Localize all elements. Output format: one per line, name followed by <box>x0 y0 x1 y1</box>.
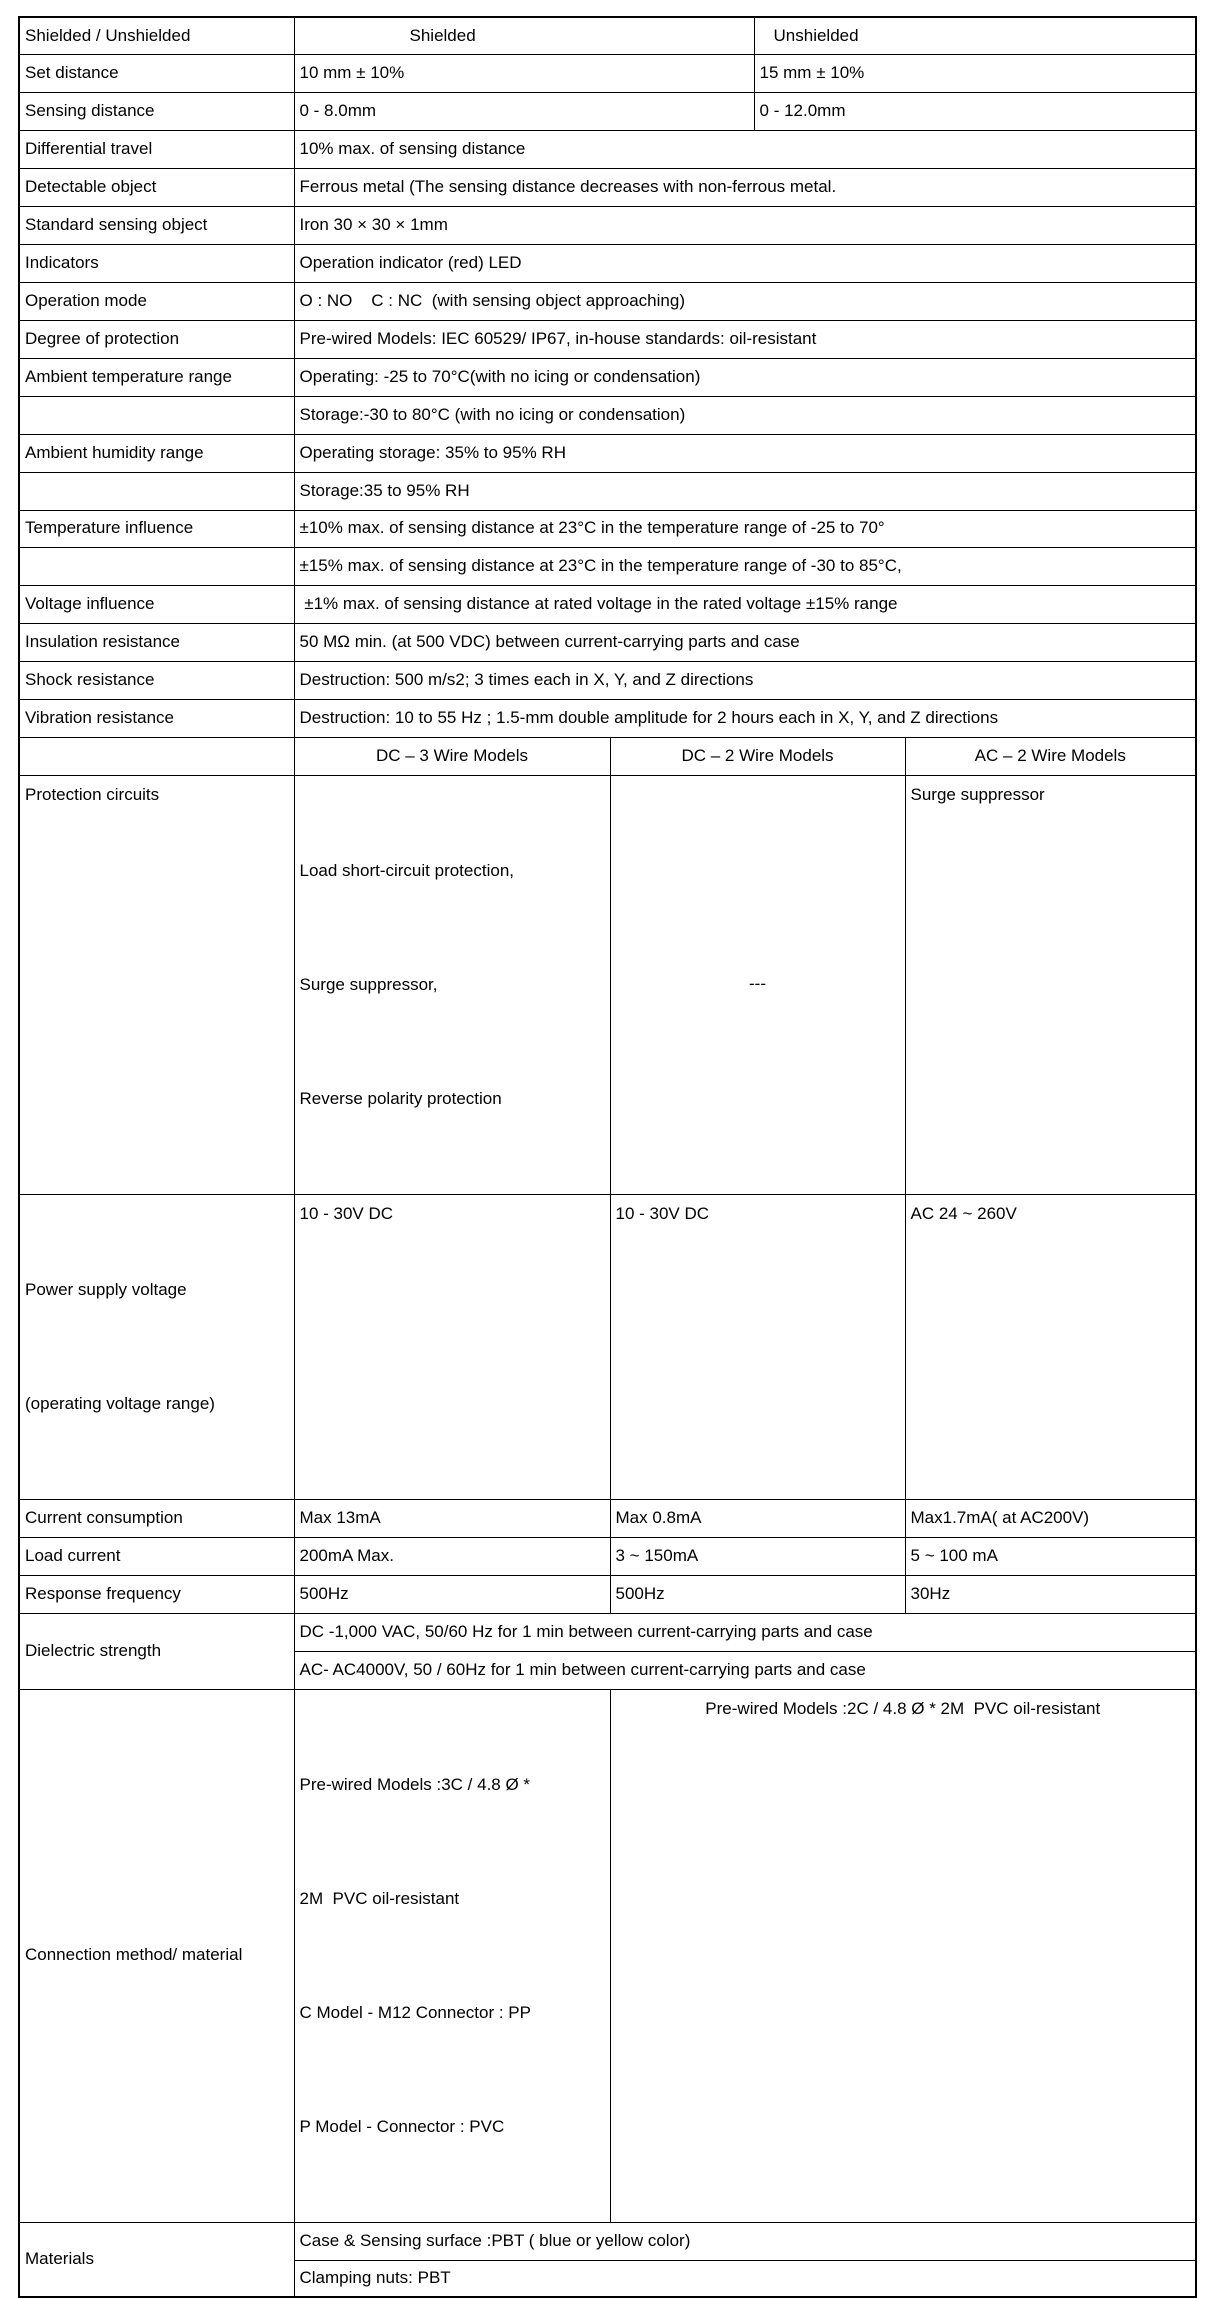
temperature-influence-value-1: ±10% max. of sensing distance at 23°C in the temperature range of -25 to 70° <box>294 510 1196 547</box>
insulation-resistance-value: 50 MΩ min. (at 500 VDC) between current-carrying parts and case <box>294 623 1196 661</box>
dc3-wire-column-header: DC – 3 Wire Models <box>294 737 610 775</box>
row-operation-mode <box>19 282 1196 320</box>
sensing-distance-shielded-value: 0 - 8.0mm <box>294 92 754 130</box>
empty-cell <box>19 737 294 775</box>
response-frequency-dc2-value: 500Hz <box>610 1575 905 1613</box>
row-temperature-influence-2 <box>19 547 1196 585</box>
ambient-temperature-label: Ambient temperature range <box>19 358 294 396</box>
row-shock-resistance <box>19 661 1196 699</box>
row-degree-of-protection <box>19 320 1196 358</box>
ambient-humidity-storage-value: Storage:35 to 95% RH <box>294 472 1196 510</box>
power-supply-label-line: Power supply voltage <box>25 1279 187 1299</box>
temperature-influence-label: Temperature influence <box>19 510 294 547</box>
empty-cell <box>19 547 294 585</box>
empty-cell <box>19 396 294 434</box>
vibration-resistance-label: Vibration resistance <box>19 699 294 737</box>
current-consumption-label: Current consumption <box>19 1499 294 1537</box>
detectable-object-label: Detectable object <box>19 168 294 206</box>
connection-line: 2M PVC oil-resistant <box>299 1888 460 1908</box>
row-ambient-humidity-operating <box>19 434 1196 472</box>
load-current-label: Load current <box>19 1537 294 1575</box>
row-ambient-temperature-operating <box>19 358 1196 396</box>
spec-table <box>18 16 1197 2298</box>
materials-case-value: Case & Sensing surface :PBT ( blue or yellow color) <box>294 2222 1196 2260</box>
power-supply-dc2-value: 10 - 30V DC <box>610 1194 905 1499</box>
vibration-resistance-value: Destruction: 10 to 55 Hz ; 1.5-mm double amplitude for 2 hours each in X, Y, and Z directions <box>294 699 1196 737</box>
sensing-distance-label: Sensing distance <box>19 92 294 130</box>
differential-travel-label: Differential travel <box>19 130 294 168</box>
power-supply-ac2-value: AC 24 ~ 260V <box>905 1194 1196 1499</box>
indicators-label: Indicators <box>19 244 294 282</box>
ambient-humidity-label: Ambient humidity range <box>19 434 294 472</box>
row-insulation-resistance <box>19 623 1196 661</box>
load-current-dc3-value: 200mA Max. <box>294 1537 610 1575</box>
protection-line: Reverse polarity protection <box>299 1088 502 1108</box>
row-protection-circuits <box>19 775 1196 1194</box>
response-frequency-dc3-value: 500Hz <box>294 1575 610 1613</box>
row-wire-models-header <box>19 737 1196 775</box>
load-current-dc2-value: 3 ~ 150mA <box>610 1537 905 1575</box>
set-distance-unshielded-value: 15 mm ± 10% <box>754 54 1196 92</box>
row-temperature-influence-1 <box>19 510 1196 547</box>
set-distance-label: Set distance <box>19 54 294 92</box>
protection-circuits-ac2-value: Surge suppressor <box>905 775 1196 1194</box>
protection-circuits-dc3-value <box>294 775 610 1194</box>
row-set-distance <box>19 54 1196 92</box>
row-indicators <box>19 244 1196 282</box>
protection-circuits-label: Protection circuits <box>19 775 294 1194</box>
power-supply-label-line: (operating voltage range) <box>25 1393 215 1413</box>
ambient-temperature-operating-value: Operating: -25 to 70°C(with no icing or condensation) <box>294 358 1196 396</box>
shielded-column-header: Shielded <box>294 17 754 54</box>
current-consumption-dc2-value: Max 0.8mA <box>610 1499 905 1537</box>
empty-cell <box>19 472 294 510</box>
row-shield-header <box>19 17 1196 54</box>
row-voltage-influence <box>19 585 1196 623</box>
dielectric-strength-dc-value: DC -1,000 VAC, 50/60 Hz for 1 min between current-carrying parts and case <box>294 1613 1196 1651</box>
dc2-wire-column-header: DC – 2 Wire Models <box>610 737 905 775</box>
connection-line: Pre-wired Models :3C / 4.8 Ø * <box>299 1774 531 1794</box>
standard-sensing-object-value: Iron 30 × 30 × 1mm <box>294 206 1196 244</box>
row-detectable-object <box>19 168 1196 206</box>
unshielded-column-header: Unshielded <box>754 17 1196 54</box>
operation-mode-label: Operation mode <box>19 282 294 320</box>
ambient-humidity-operating-value: Operating storage: 35% to 95% RH <box>294 434 1196 472</box>
dielectric-strength-ac-value: AC- AC4000V, 50 / 60Hz for 1 min between current-carrying parts and case <box>294 1651 1196 1689</box>
degree-of-protection-value: Pre-wired Models: IEC 60529/ IP67, in-house standards: oil-resistant <box>294 320 1196 358</box>
current-consumption-ac2-value: Max1.7mA( at AC200V) <box>905 1499 1196 1537</box>
shock-resistance-value: Destruction: 500 m/s2; 3 times each in X, Y, and Z directions <box>294 661 1196 699</box>
standard-sensing-object-label: Standard sensing object <box>19 206 294 244</box>
operation-mode-value: O : NO C : NC (with sensing object approaching) <box>294 282 1196 320</box>
indicators-value: Operation indicator (red) LED <box>294 244 1196 282</box>
row-ambient-humidity-storage <box>19 472 1196 510</box>
row-load-current <box>19 1537 1196 1575</box>
row-vibration-resistance <box>19 699 1196 737</box>
row-current-consumption <box>19 1499 1196 1537</box>
differential-travel-value: 10% max. of sensing distance <box>294 130 1196 168</box>
temperature-influence-value-2: ±15% max. of sensing distance at 23°C in the temperature range of -30 to 85°C, <box>294 547 1196 585</box>
row-dielectric-dc <box>19 1613 1196 1651</box>
row-power-supply <box>19 1194 1196 1499</box>
response-frequency-ac2-value: 30Hz <box>905 1575 1196 1613</box>
connection-method-right-value: Pre-wired Models :2C / 4.8 Ø * 2M PVC oil-resistant <box>610 1689 1196 2222</box>
shield-header-label: Shielded / Unshielded <box>19 17 294 54</box>
row-connection-method <box>19 1689 1196 2222</box>
row-ambient-temperature-storage <box>19 396 1196 434</box>
degree-of-protection-label: Degree of protection <box>19 320 294 358</box>
response-frequency-label: Response frequency <box>19 1575 294 1613</box>
power-supply-label <box>19 1194 294 1499</box>
dielectric-strength-label: Dielectric strength <box>19 1613 294 1689</box>
row-standard-sensing-object <box>19 206 1196 244</box>
power-supply-dc3-value: 10 - 30V DC <box>294 1194 610 1499</box>
protection-line: Surge suppressor, <box>299 974 438 994</box>
connection-method-label: Connection method/ material <box>19 1689 294 2222</box>
shock-resistance-label: Shock resistance <box>19 661 294 699</box>
materials-label: Materials <box>19 2222 294 2297</box>
protection-line: Load short-circuit protection, <box>299 860 514 880</box>
row-sensing-distance <box>19 92 1196 130</box>
voltage-influence-label: Voltage influence <box>19 585 294 623</box>
ambient-temperature-storage-value: Storage:-30 to 80°C (with no icing or condensation) <box>294 396 1196 434</box>
connection-line: C Model - M12 Connector : PP <box>299 2002 531 2022</box>
insulation-resistance-label: Insulation resistance <box>19 623 294 661</box>
protection-circuits-dc2-value: --- <box>610 775 905 1194</box>
connection-method-prewired-value <box>294 1689 610 2222</box>
set-distance-shielded-value: 10 mm ± 10% <box>294 54 754 92</box>
sensing-distance-unshielded-value: 0 - 12.0mm <box>754 92 1196 130</box>
row-response-frequency <box>19 1575 1196 1613</box>
current-consumption-dc3-value: Max 13mA <box>294 1499 610 1537</box>
load-current-ac2-value: 5 ~ 100 mA <box>905 1537 1196 1575</box>
detectable-object-value: Ferrous metal (The sensing distance decreases with non-ferrous metal. <box>294 168 1196 206</box>
voltage-influence-value: ±1% max. of sensing distance at rated voltage in the rated voltage ±15% range <box>294 585 1196 623</box>
ac2-wire-column-header: AC – 2 Wire Models <box>905 737 1196 775</box>
row-differential-travel <box>19 130 1196 168</box>
connection-line: P Model - Connector : PVC <box>299 2116 505 2136</box>
materials-clamping-value: Clamping nuts: PBT <box>294 2260 1196 2297</box>
row-materials-case <box>19 2222 1196 2260</box>
